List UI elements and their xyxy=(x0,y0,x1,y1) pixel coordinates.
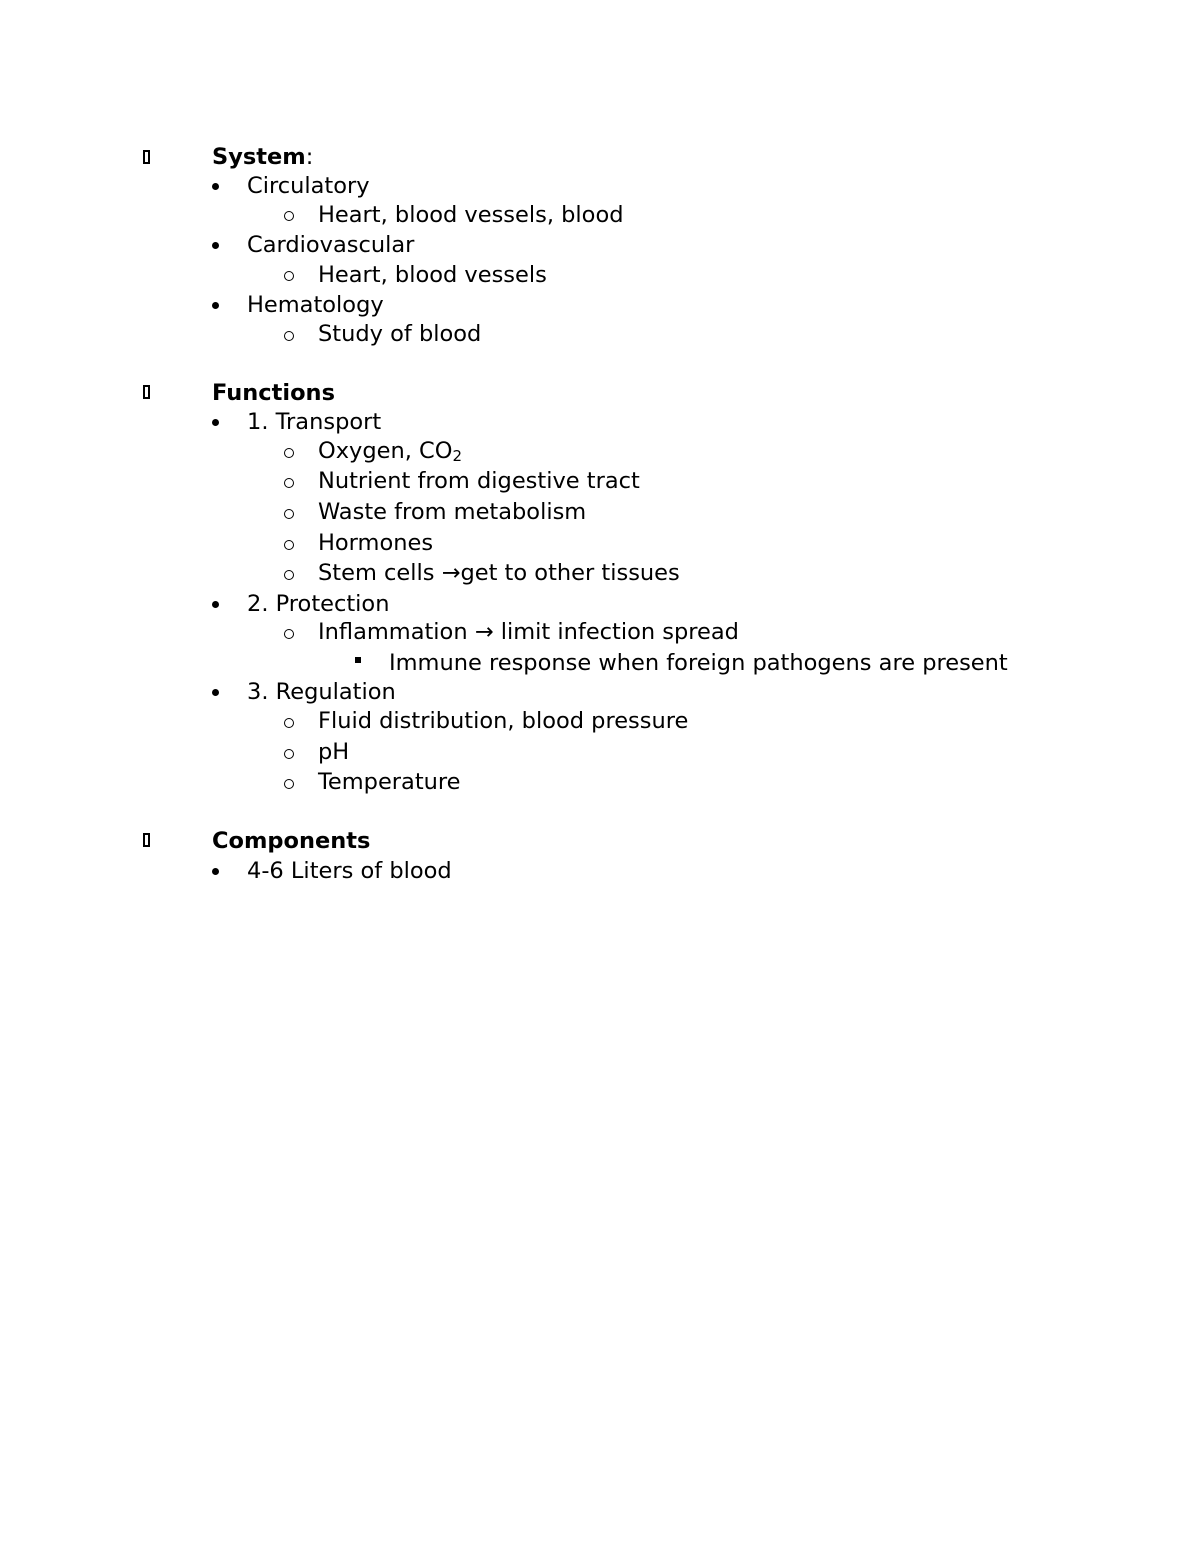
oxygen-co-text: Oxygen, CO xyxy=(318,438,453,464)
list-item: 4-6 Liters of blood xyxy=(247,858,452,884)
circle-bullet-icon xyxy=(284,509,294,519)
list-item: Cardiovascular xyxy=(247,232,415,258)
circle-bullet-icon xyxy=(284,448,294,458)
section-heading-text: System xyxy=(212,144,306,170)
heading-colon: : xyxy=(305,144,314,170)
list-item: Circulatory xyxy=(247,173,370,199)
circle-bullet-icon xyxy=(284,211,294,221)
sub-list-item: Fluid distribution, blood pressure xyxy=(318,708,689,734)
sub-list-item: Stem cells →get to other tissues xyxy=(318,560,680,586)
circle-bullet-icon xyxy=(284,718,294,728)
disc-bullet-icon xyxy=(212,183,219,190)
subscript-two: 2 xyxy=(452,447,462,465)
circle-bullet-icon xyxy=(284,540,294,550)
circle-bullet-icon xyxy=(284,779,294,789)
circle-bullet-icon xyxy=(284,478,294,488)
disc-bullet-icon xyxy=(212,601,219,608)
square-bullet-icon xyxy=(355,657,361,663)
disc-bullet-icon xyxy=(212,419,219,426)
disc-bullet-icon xyxy=(212,868,219,875)
missing-glyph-icon xyxy=(143,385,150,399)
sub-list-item: Waste from metabolism xyxy=(318,499,587,525)
sub-list-item: Temperature xyxy=(318,769,461,795)
list-item: 1. Transport xyxy=(247,409,382,435)
section-heading-components: Components xyxy=(212,828,371,854)
disc-bullet-icon xyxy=(212,689,219,696)
circle-bullet-icon xyxy=(284,570,294,580)
sub-list-item: pH xyxy=(318,739,350,765)
section-heading-system xyxy=(212,142,313,172)
missing-glyph-icon xyxy=(143,150,150,164)
sub-list-item: Study of blood xyxy=(318,321,482,347)
sub-list-item: Heart, blood vessels xyxy=(318,262,547,288)
missing-glyph-icon xyxy=(143,833,150,847)
sub-list-item: Inflammation → limit infection spread xyxy=(318,619,739,645)
disc-bullet-icon xyxy=(212,302,219,309)
sub-list-item: Nutrient from digestive tract xyxy=(318,468,640,494)
sub-list-item: Hormones xyxy=(318,530,434,556)
list-item: 2. Protection xyxy=(247,591,390,617)
list-item: Hematology xyxy=(247,292,384,318)
circle-bullet-icon xyxy=(284,749,294,759)
section-heading-functions: Functions xyxy=(212,380,335,406)
circle-bullet-icon xyxy=(284,271,294,281)
circle-bullet-icon xyxy=(284,331,294,341)
circle-bullet-icon xyxy=(284,629,294,639)
disc-bullet-icon xyxy=(212,242,219,249)
sub-sub-list-item: Immune response when foreign pathogens are present xyxy=(389,650,1008,676)
sub-list-item xyxy=(318,436,462,466)
sub-list-item: Heart, blood vessels, blood xyxy=(318,202,624,228)
list-item: 3. Regulation xyxy=(247,679,396,705)
